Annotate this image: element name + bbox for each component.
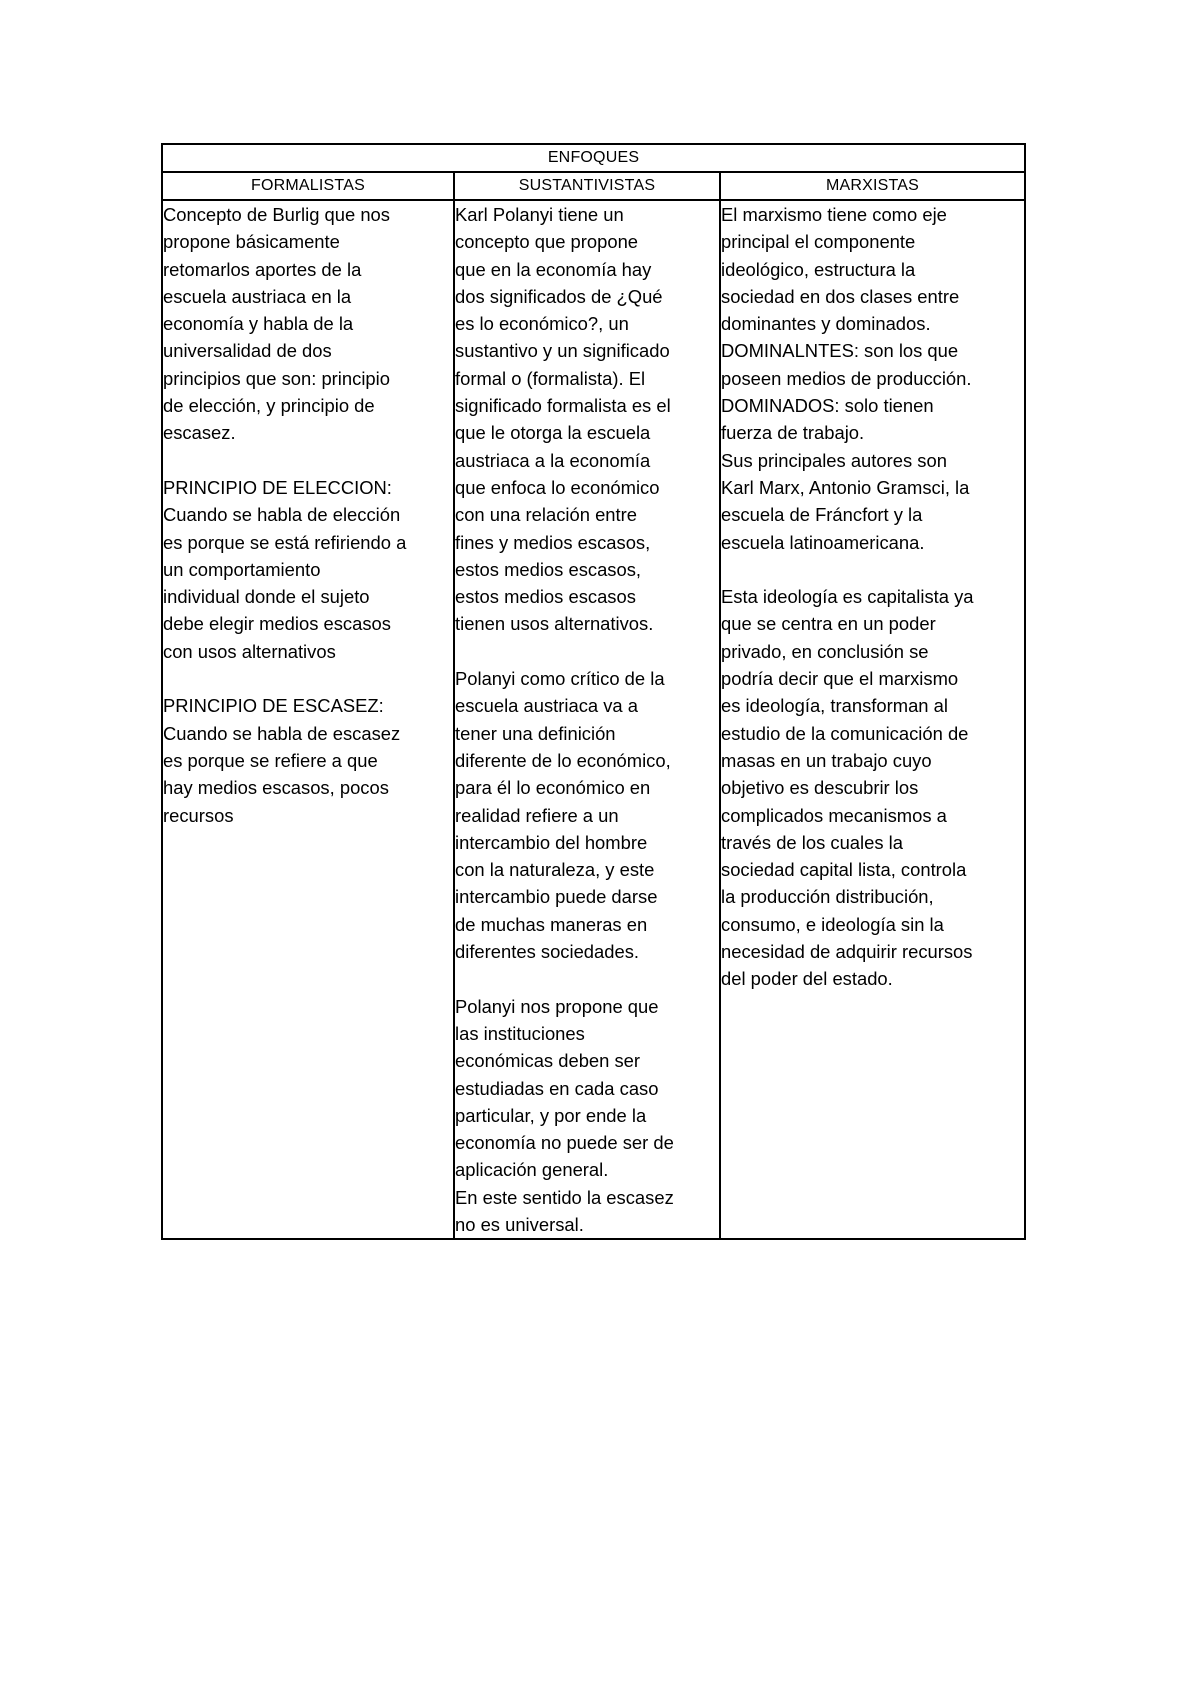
sustantivistas-paragraph-concepto: Karl Polanyi tiene un concepto que propone que en la economía hay dos significados de ¿Qué es lo económico?, un sustantivo y un significado formal o (formalista). El significado formalista es el que le otorga la escuela austriaca a la economía que enfoca lo económico con una relación entre fines y medios escasos, estos medios escasos, estos medios escasos tienen usos alternativos. — [455, 204, 671, 635]
formalistas-paragraph-escasez: PRINCIPIO DE ESCASEZ: Cuando se habla de escasez es porque se refiere a que hay medios escasos, pocos recursos — [163, 695, 401, 826]
cell-sustantivistas — [454, 200, 720, 1239]
enfoques-table — [161, 143, 1026, 1240]
cell-marxistas — [720, 200, 1025, 1239]
sustantivistas-paragraph-instituciones: Polanyi nos propone que las instituciones económicas deben ser estudiadas en cada caso particular, y por ende la economía no puede ser de aplicación general. En este sentido la escasez no es universal. — [455, 995, 674, 1235]
paragraph-gap — [163, 665, 453, 692]
sustantivistas-paragraph-critica: Polanyi como crítico de la escuela austriaca va a tener una definición diferente de lo económico, para él lo económico en realidad refiere a un intercambio del hombre con la naturaleza, y este intercambio puede darse de muchas maneras en diferentes sociedades. — [455, 668, 671, 963]
table-title: ENFOQUES — [162, 144, 1025, 172]
formalistas-paragraph-concepto: Concepto de Burlig que nos propone básicamente retomarlos aportes de la escuela austriaca en la economía y habla de la universalidad de dos principios que son: principio de elección, y principio de escasez. — [163, 204, 390, 444]
paragraph-gap — [455, 638, 719, 665]
paragraph-gap — [455, 965, 719, 992]
paragraph-gap — [163, 447, 453, 474]
column-header-marxistas: MARXISTAS — [720, 172, 1025, 200]
header-row — [162, 172, 1025, 200]
column-header-sustantivistas: SUSTANTIVISTAS — [454, 172, 720, 200]
cell-formalistas — [162, 200, 454, 1239]
formalistas-paragraph-eleccion: PRINCIPIO DE ELECCION: Cuando se habla de elección es porque se está refiriendo a un comportamiento individual donde el sujeto debe elegir medios escasos con usos alternativos — [163, 476, 407, 662]
title-row — [162, 144, 1025, 172]
marxistas-paragraph-ideologia: Esta ideología es capitalista ya que se centra en un poder privado, en conclusión se podría decir que el marxismo es ideología, transforman al estudio de la comunicación de masas en un trabajo cuyo objetivo es descubrir los complicados mecanismos a través de los cuales la sociedad capital lista, controla la producción distribución, consumo, e ideología sin la necesidad de adquirir recursos del poder del estado. — [721, 586, 974, 990]
column-header-formalistas: FORMALISTAS — [162, 172, 454, 200]
content-row — [162, 200, 1025, 1239]
marxistas-paragraph-eje: El marxismo tiene como eje principal el componente ideológico, estructura la sociedad en dos clases entre dominantes y dominados. DOMINALNTES: son los que poseen medios de producción. DOMINADOS: solo tienen fuerza de trabajo. Sus principales autores son Karl Marx, Antonio Gramsci, la escuela de Fráncfort y la escuela latinoamericana. — [721, 204, 972, 553]
paragraph-gap — [721, 556, 1024, 583]
